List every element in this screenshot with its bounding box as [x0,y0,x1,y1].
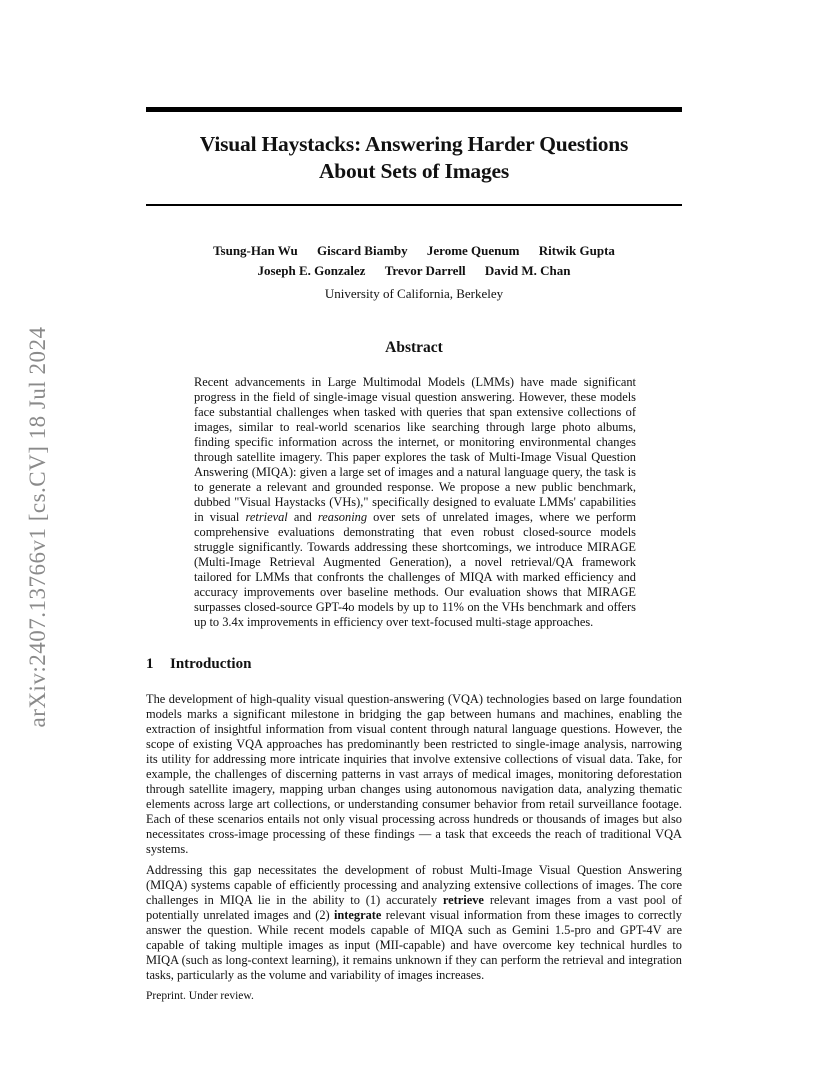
authors-row-1 [146,241,682,261]
section-number: 1 [146,656,154,672]
author-name: Jerome Quenum [426,243,520,258]
title-top-rule [146,107,682,112]
author-list [146,241,682,280]
intro-paragraph-1: The development of high-quality visual question-answering (VQA) technologies based on large foundation models marks a significant milestone in bridging the gap between humans and machines, enabling the extraction of insightful information from visual content through natural language questions. However, the scope of existing VQA approaches has predominantly been restricted to single-image analysis, narrowing its utility for addressing more intricate inquiries that involve extensive collections of visual data. Take, for example, the challenges of discerning patterns in vast arrays of medical images, monitoring deforestation through satellite imagery, mapping urban changes using autonomous navigation data, analyzing thematic elements across large art collections, or understanding consumer behavior from retail surveillance footage. Each of these scenarios entails not only visual processing across hundreds or thousands of images but also necessitates cross-image processing of these findings — a task that exceeds the reach of traditional VQA systems. [146,692,682,856]
introduction-body [146,692,682,989]
abstract-body [194,375,636,630]
title-line-1: Visual Haystacks: Answering Harder Questions [199,132,629,156]
page-footer: Preprint. Under review. [146,990,254,1002]
author-name: Joseph E. Gonzalez [257,262,366,278]
author-name: David M. Chan [484,262,571,278]
authors-row-2 [146,261,682,281]
author-name: Giscard Biamby [317,243,408,258]
abstract-paragraph: Recent advancements in Large Multimodal Models (LMMs) have made significant progress in the field of single-image visual question answering. However, these models face substantial challenges when tasked with queries that span extensive collections of images, similar to real-world scenarios like searching through large photo albums, finding specific information across the internet, or monitoring environmental changes through satellite imagery. This paper explores the task of Multi-Image Visual Question Answering (MIQA): given a large set of images and a natural language query, the task is to generate a relevant and grounded response. We propose a new public benchmark, dubbed "Visual Haystacks (VHs)," specifically designed to evaluate LMMs' capabilities in visual retrieval and reasoning over sets of unrelated images, where we perform comprehensive evaluations demonstrating that even robust closed-source models struggle significantly. Towards addressing these shortcomings, we introduce MIRAGE (Multi-Image Retrieval Augmented Generation), a novel retrieval/QA framework tailored for LMMs that confronts the challenges of MIQA with marked efficiency and accuracy improvements over baseline methods. Our evaluation shows that MIRAGE surpasses closed-source GPT-4o models by up to 11% on the VHs benchmark and offers up to 3.4x improvements in efficiency over text-focused multi-stage approaches. [194,375,636,629]
section-heading [146,656,251,673]
arxiv-identifier: arXiv:2407.13766v1 [cs.CV] 18 Jul 2024 [25,326,50,728]
author-name: Tsung-Han Wu [213,243,298,258]
section-title: Introduction [170,656,252,672]
title-line-2: About Sets of Images [318,159,510,183]
paper-title [146,131,682,185]
author-name: Ritwik Gupta [538,243,615,258]
affiliation: University of California, Berkeley [324,286,504,301]
title-bottom-rule [146,204,682,206]
abstract-heading: Abstract [385,339,443,356]
intro-paragraph-2: Addressing this gap necessitates the development of robust Multi-Image Visual Question Answering (MIQA) systems capable of efficiently processing and analyzing extensive collections of images. The core challenges in MIQA lie in the ability to (1) accurately retrieve relevant images from a vast pool of potentially unrelated images and (2) integrate relevant visual information from these images to correctly answer the question. While recent models capable of MIQA such as Gemini 1.5-pro and GPT-4V are capable of taking multiple images as input (MII-capable) and have overcome key technical hurdles to MIQA (such as long-context learning), it remains unknown if they can perform the retrieval and integration tasks, particularly as the volume and variability of images increases. [146,863,682,982]
author-name: Trevor Darrell [384,262,466,278]
